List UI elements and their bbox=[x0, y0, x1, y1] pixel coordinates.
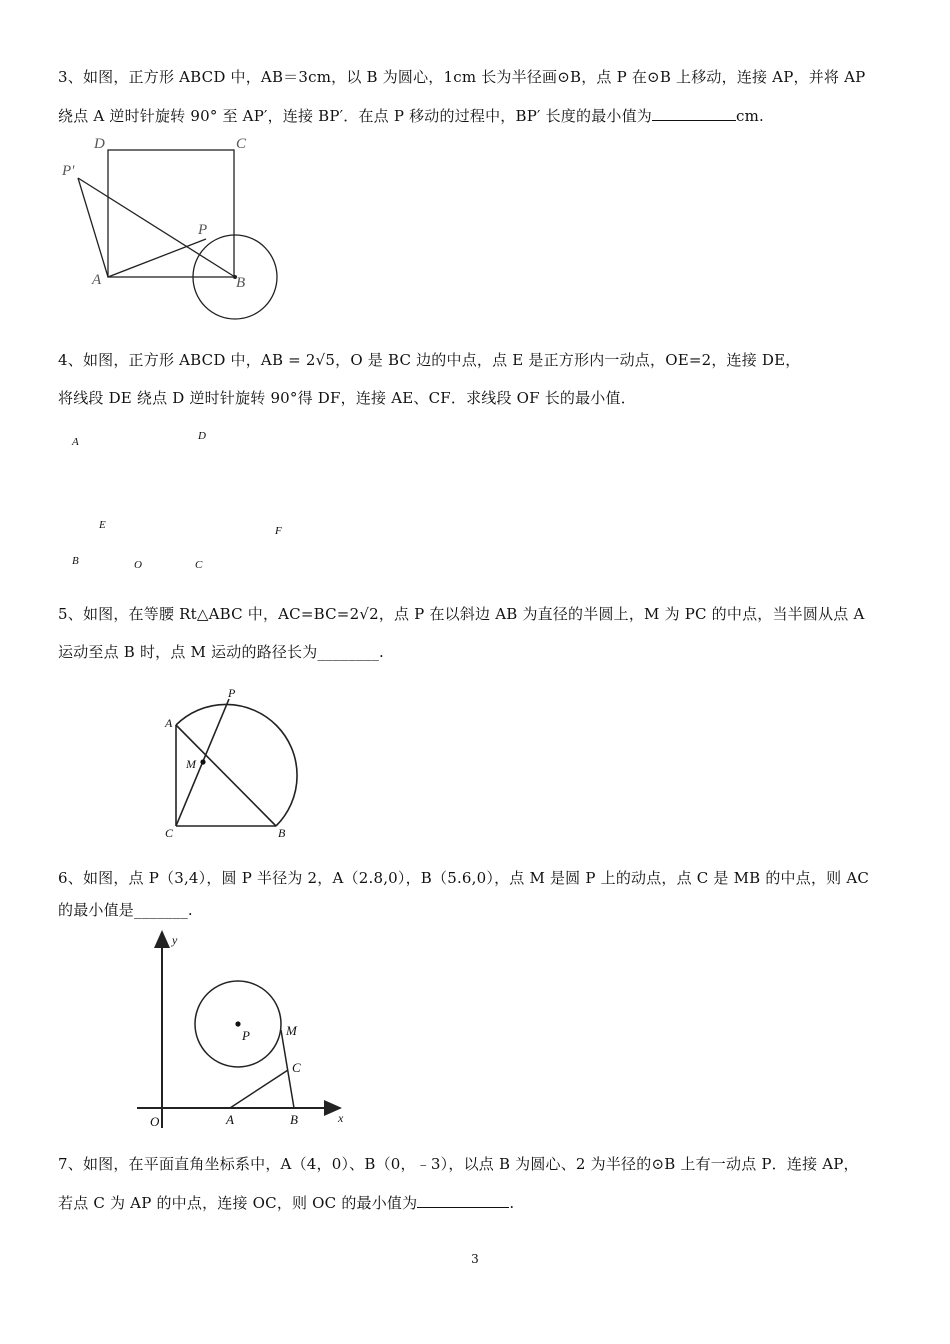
q5-label-a: A bbox=[165, 716, 173, 730]
q6-label-x: x bbox=[338, 1111, 344, 1125]
q5-label-p: P bbox=[228, 686, 236, 700]
q4-label-d: D bbox=[198, 430, 206, 442]
q5-label-c: C bbox=[165, 826, 174, 840]
q3-text-line2b: cm. bbox=[736, 107, 765, 125]
q6-text-line2: 的最小值是_______. bbox=[58, 901, 193, 919]
q3-label-d: D bbox=[94, 136, 105, 152]
q7-text-line2a: 若点 C 为 AP 的中点，连接 OC，则 OC 的最小值为 bbox=[58, 1194, 418, 1212]
q4-label-a: A bbox=[72, 436, 79, 448]
q3-text-line2a: 绕点 A 逆时针旋转 90° 至 AP′，连接 BP′．在点 P 移动的过程中，BP′ 长度的最小值为 bbox=[58, 107, 653, 125]
q6-label-m: M bbox=[286, 1023, 297, 1038]
q7-text-line2 bbox=[58, 1192, 514, 1213]
q3-label-b: B bbox=[236, 275, 246, 291]
q5-label-m: M bbox=[186, 757, 196, 771]
q4-label-f: F bbox=[275, 525, 282, 537]
q4-text-line1: 4、如图，正方形 ABCD 中，AB = 2√5，O 是 BC 边的中点，点 E 是正方形内一动点，OE=2，连接 DE， bbox=[58, 351, 801, 369]
q3-text-line1: 3、如图，正方形 ABCD 中，AB＝3cm，以 B 为圆心，1cm 长为半径画⊙B，点 P 在⊙B 上移动，连接 AP，并将 AP bbox=[58, 68, 866, 86]
q6-label-a: A bbox=[226, 1112, 234, 1127]
q3-label-a: A bbox=[92, 272, 102, 288]
q6-point-p bbox=[235, 1021, 240, 1026]
q4-text-line2: 将线段 DE 绕点 D 逆时针旋转 90°得 DF，连接 AE、CF．求线段 OF 长的最小值． bbox=[58, 389, 636, 407]
q3-label-c: C bbox=[236, 136, 247, 152]
q4-label-o: O bbox=[134, 559, 142, 571]
q7-text-line1: 7、如图，在平面直角坐标系中，A（4，0）、B（0，﹣3），以点 B 为圆心、2 为半径的⊙B 上有一动点 P．连接 AP， bbox=[58, 1155, 859, 1173]
q3-label-p: P bbox=[198, 222, 208, 238]
q3-label-p-prime: P' bbox=[62, 163, 75, 179]
q6-label-b: B bbox=[290, 1112, 298, 1127]
q5-text-line1: 5、如图，在等腰 Rt△ABC 中，AC=BC=2√2，点 P 在以斜边 AB 为直径的半圆上，M 为 PC 的中点，当半圆从点 A bbox=[58, 605, 865, 623]
q5-label-b: B bbox=[278, 826, 286, 840]
q6-segment-ac bbox=[230, 1070, 288, 1108]
q7-answer-blank bbox=[417, 1207, 509, 1208]
q4-label-b: B bbox=[72, 555, 79, 567]
q6-label-c: C bbox=[292, 1060, 301, 1075]
q4-label-e: E bbox=[99, 519, 106, 531]
q7-text-line2b: . bbox=[509, 1194, 515, 1212]
q6-label-p: P bbox=[242, 1028, 250, 1043]
q6-label-o: O bbox=[150, 1114, 160, 1129]
q6-label-y: y bbox=[172, 933, 178, 947]
q5-text-line2: 运动至点 B 时，点 M 运动的路径长为________. bbox=[58, 643, 385, 661]
q4-label-c: C bbox=[195, 559, 203, 571]
page-number: 3 bbox=[471, 1252, 479, 1266]
q6-text-line1: 6、如图，点 P（3,4），圆 P 半径为 2，A（2.8,0），B（5.6,0），点 M 是圆 P 上的动点，点 C 是 MB 的中点，则 AC bbox=[58, 869, 870, 887]
